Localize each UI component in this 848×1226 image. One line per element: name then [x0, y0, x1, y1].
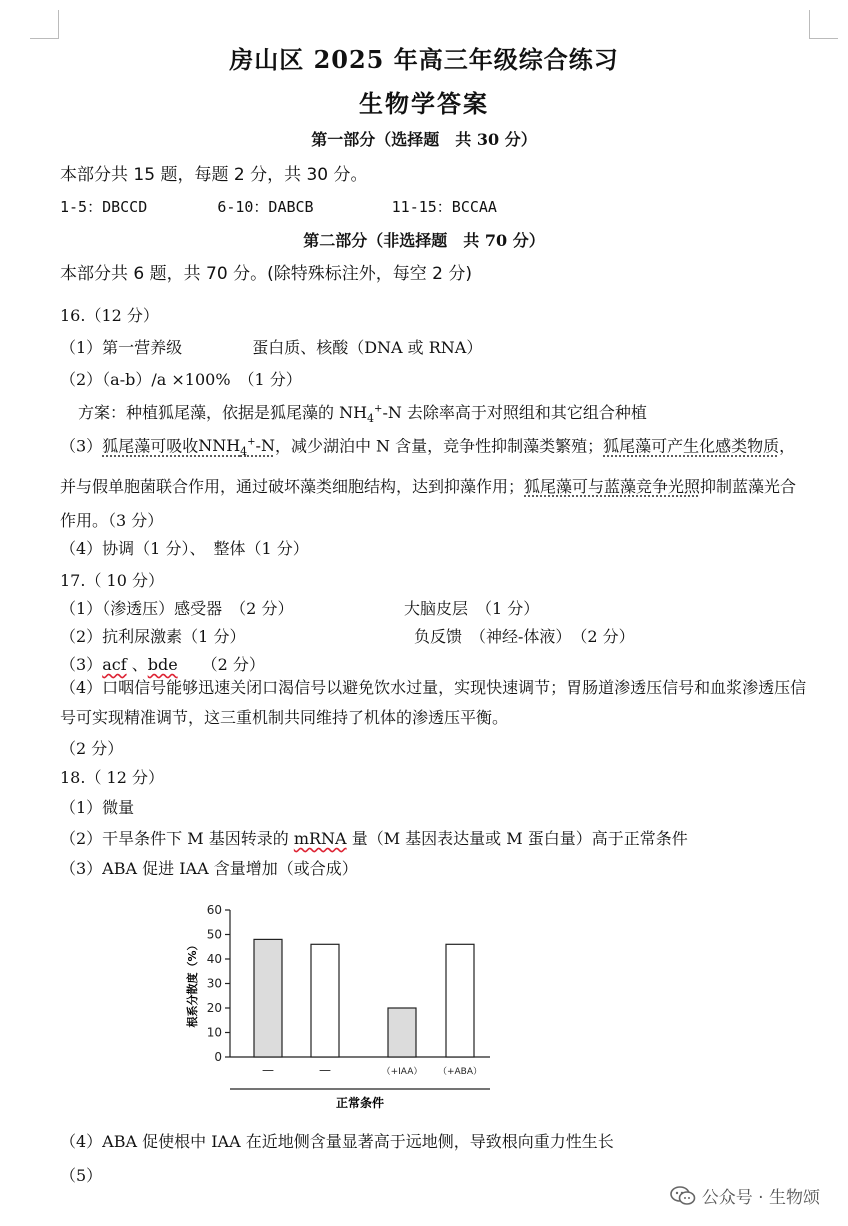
x-axis: [230, 1063, 490, 1089]
q17-answer-2-left: （2）抗利尿激素（1 分）: [60, 627, 246, 646]
y-tick-label: 40: [206, 952, 222, 966]
q18-answer-4: （4）ABA 促使根中 IAA 在近地侧含量显著高于远地侧，导致根向重力性生长: [60, 1132, 614, 1151]
part1-answers: [60, 196, 497, 217]
crop-mark-top-left: [30, 10, 59, 39]
page-title: 房山区 2025 年高三年级综合练习: [229, 45, 619, 74]
x-axis-label: 正常条件: [335, 1096, 385, 1110]
watermark: [670, 1183, 820, 1208]
q16-a1-extra: 蛋白质、核酸（DNA 或 RNA）: [252, 338, 483, 357]
q16-answer-4: （4）协调（1 分）、 整体（1 分）: [60, 539, 309, 558]
y-axis-label: 根系分散度（%）: [186, 939, 199, 1028]
q16-answer-3: [60, 426, 810, 538]
x-tick-label: —: [262, 1063, 274, 1077]
q18-a2-pre: （2）干旱条件下 M 基因转录的: [60, 829, 294, 848]
part1-heading: 第一部分（选择题 共 30 分）: [311, 130, 537, 149]
q17-answer-1-right: 大脑皮层 （1 分）: [404, 599, 540, 618]
part1-intro: 本部分共 15 题，每题 2 分，共 30 分。: [60, 165, 368, 185]
y-tick-label: 60: [206, 903, 222, 917]
q17-a3-sep: 、: [126, 655, 148, 674]
plan-subscript: 4: [367, 412, 375, 426]
answers-1-5: 1-5：DBCCD: [60, 198, 148, 216]
bar: [388, 1008, 416, 1057]
q16-answer-2: （2）（a-b）/a ×100% （1 分）: [60, 370, 302, 389]
q16-a3-point-3: 狐尾藻可与蓝藻竞争光照: [524, 476, 701, 496]
q18-a2-post: 量（M 基因表达量或 M 蛋白量）高于正常条件: [346, 829, 688, 848]
bars: [254, 939, 474, 1057]
q16-heading: 16.（12 分）: [60, 306, 159, 325]
q16-a3-text-3: 抑制蓝藻光合作用。（3 分）: [60, 476, 797, 530]
bar: [446, 944, 474, 1057]
q16-a3-text-2: ，并与假单胞菌联合作用，通过破坏藻类细胞结构，达到抑藻作用；: [60, 436, 796, 496]
q17-a3-bde: bde: [147, 655, 178, 674]
q17-answer-3: [60, 652, 265, 675]
q16-a3-nh4: [198, 436, 275, 459]
nh-text: NNH: [198, 436, 241, 456]
part2-intro: 本部分共 6 题，共 70 分。(除特殊标注外，每空 2 分): [60, 264, 472, 284]
q18-answer-3: （3）ABA 促进 IAA 含量增加（或合成）: [60, 859, 358, 878]
q17-answer-2-right: 负反馈 （神经-体液） （2 分）: [414, 627, 635, 646]
plan-superscript: +: [374, 403, 383, 415]
q17-a3-prefix: （3）: [60, 655, 103, 674]
q16-a3-point-1: 狐尾藻可吸收: [102, 436, 199, 456]
y-tick-label: 0: [214, 1050, 222, 1064]
crop-mark-top-right: [809, 10, 838, 39]
root-dispersion-chart: [180, 895, 510, 1115]
bar: [311, 944, 339, 1057]
y-tick-label: 10: [206, 1025, 222, 1040]
q16-a1-label: （1）第一营养级: [60, 338, 183, 357]
q17-answer-1-left: （1）（渗透压）感受器 （2 分）: [60, 599, 294, 618]
page-subtitle: 生物学答案: [359, 89, 489, 118]
wechat-icon: [670, 1186, 696, 1206]
watermark-text: 公众号 · 生物颂: [701, 1188, 820, 1208]
q18-answer-1: （1）微量: [60, 798, 135, 817]
answers-11-15: 11-15：BCCAA: [391, 198, 497, 216]
y-tick-label: 50: [206, 927, 222, 942]
q17-heading: 17.（ 10 分）: [60, 571, 164, 590]
q17-a3-score: （2 分）: [177, 655, 265, 674]
plan-text-pre: 方案：种植狐尾藻，依据是狐尾藻的 NH: [78, 403, 368, 422]
x-tick-label: （+ABA）: [437, 1067, 483, 1077]
q16-a3-text-1: ，减少湖泊中 N 含量，竞争性抑制藻类繁殖；: [274, 436, 604, 456]
q18-answer-5: （5）: [60, 1166, 103, 1185]
q17-a3-acf: acf: [102, 655, 127, 674]
answers-6-10: 6-10：DABCB: [217, 198, 314, 216]
q16-plan: [78, 400, 647, 425]
q16-a3-prefix: （3）: [60, 436, 103, 456]
nh-superscript: +: [247, 437, 256, 448]
plan-text-post: -N 去除率高于对照组和其它组合种植: [382, 403, 647, 422]
nh-suffix: -N: [255, 436, 275, 456]
q17-answer-4-score: （2 分）: [60, 739, 124, 758]
q16-answer-1: [60, 335, 482, 358]
nh-subscript: 4: [240, 445, 248, 459]
q18-heading: 18.（ 12 分）: [60, 768, 164, 787]
bar: [254, 939, 282, 1057]
q18-answer-2: [60, 826, 688, 849]
x-tick-label: （+IAA）: [381, 1067, 423, 1077]
q18-a2-mrna: mRNA: [293, 829, 347, 848]
y-tick-label: 30: [206, 976, 222, 991]
y-tick-label: 20: [206, 1001, 222, 1015]
q16-a3-point-2: 狐尾藻可产生化感类物质: [603, 436, 780, 456]
q17-answer-4: （4）口咽信号能够迅速关闭口渴信号以避免饮水过量，实现快速调节；胃肠道渗透压信号和血浆渗透压信号可实现精准调节，这三重机制共同维持了机体的渗透压平衡。: [60, 678, 807, 727]
part2-heading: 第二部分（非选择题 共 70 分）: [303, 231, 545, 250]
x-tick-label: —: [319, 1063, 331, 1077]
